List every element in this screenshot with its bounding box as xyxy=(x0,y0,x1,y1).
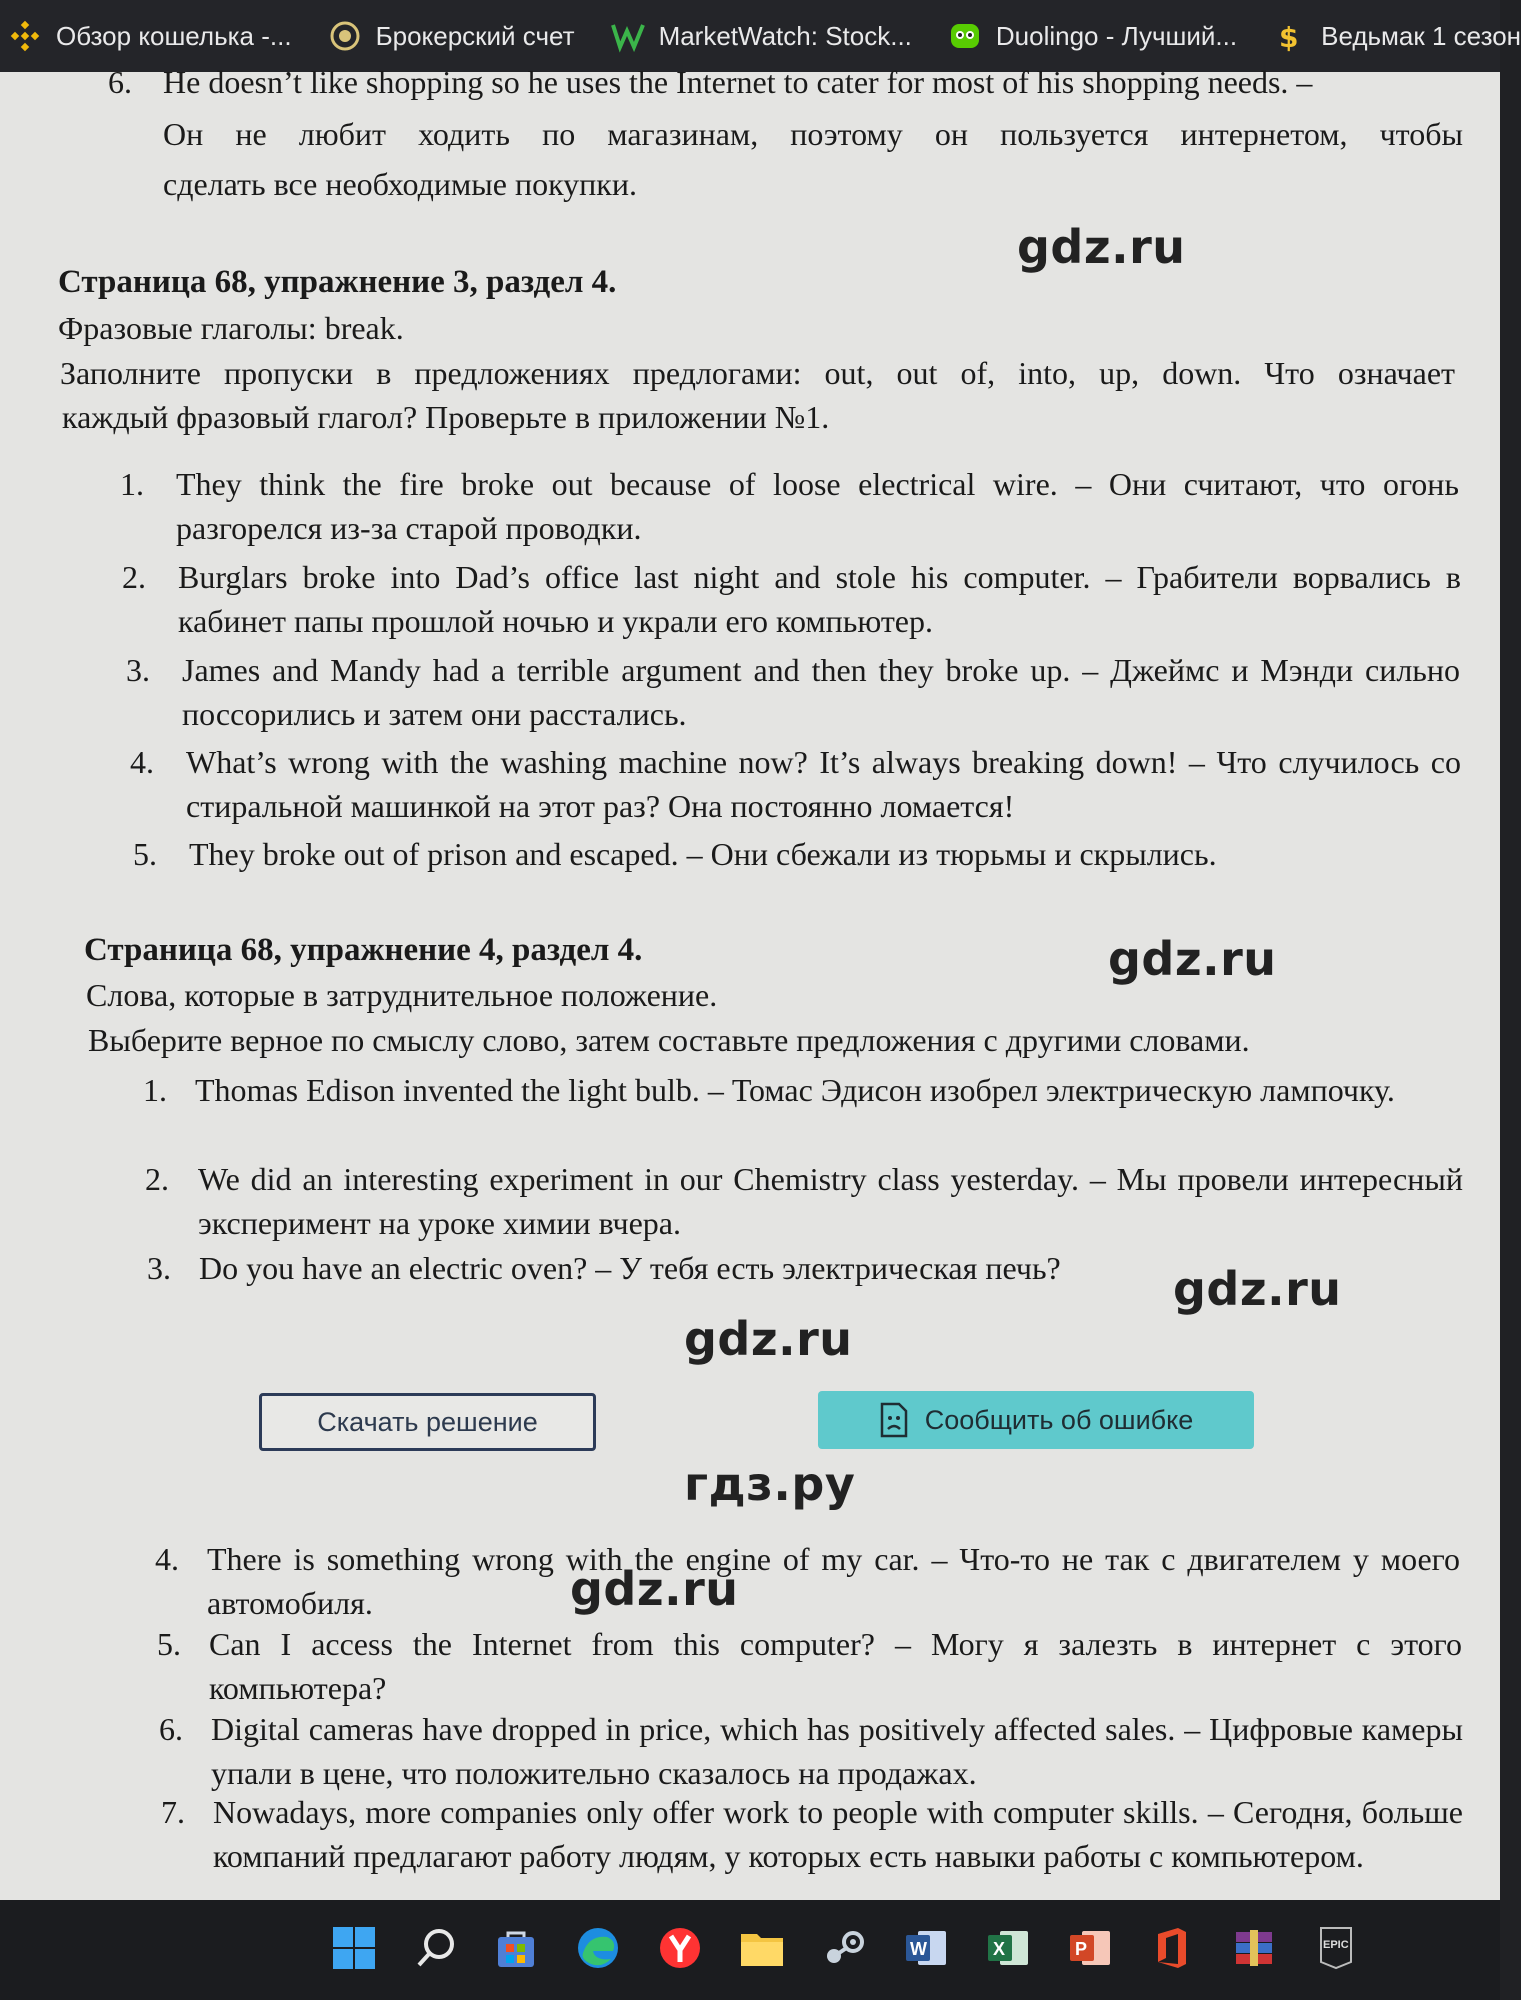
list-item-text: There is something wrong with the engine of my car. – Что-то не так с двигателем у моего автомобиля. xyxy=(207,1541,1460,1621)
list-item-number: 5. xyxy=(157,1626,181,1662)
list-item-text: James and Mandy had a terrible argument and then they broke up. – Джеймс и Мэнди сильно поссорились и затем они расстались. xyxy=(182,652,1460,732)
bookmark-broker[interactable] xyxy=(328,19,575,53)
watermark: gdz.ru xyxy=(570,1562,739,1616)
list-item xyxy=(145,1157,1465,1247)
list-item-text: What’s wrong with the washing machine now? It’s always breaking down! – Что случилось со стиральной машинкой на этот раз? Она постоянно ломается! xyxy=(186,744,1461,824)
edge-icon[interactable] xyxy=(572,1922,624,1974)
download-solution-button[interactable] xyxy=(259,1393,596,1451)
binance-icon xyxy=(8,19,42,53)
section-instruction: Заполните пропуски в предложениях предлогами: out, out of, into, up, down. Что означает xyxy=(60,355,1455,391)
marketwatch-icon xyxy=(611,19,645,53)
taskbar xyxy=(0,1900,1500,2000)
yandex-icon[interactable] xyxy=(654,1922,706,1974)
epic-games-label: EPIC xyxy=(1323,1939,1349,1951)
list-item xyxy=(155,1537,1465,1627)
svg-text:P: P xyxy=(1075,1939,1088,1959)
prev-item-line: сделать все необходимые покупки. xyxy=(163,166,637,202)
list-item-number: 1. xyxy=(143,1072,167,1108)
bookmark-label: Брокерский счет xyxy=(375,20,575,51)
office-icon[interactable] xyxy=(1146,1922,1198,1974)
bookmarks-bar xyxy=(0,0,1521,72)
excel-icon[interactable] xyxy=(982,1922,1034,1974)
bookmark-label: Duolingo - Лучший... xyxy=(995,20,1238,51)
svg-text:W: W xyxy=(910,1939,927,1959)
list-item xyxy=(130,740,1462,830)
powerpoint-icon[interactable] xyxy=(1064,1922,1116,1974)
windows-start-icon[interactable] xyxy=(328,1922,380,1974)
download-solution-label: Скачать решение xyxy=(317,1406,538,1437)
list-item-number: 4. xyxy=(130,744,154,780)
page-content xyxy=(0,64,1500,1900)
list-item xyxy=(147,1246,1267,1292)
list-item xyxy=(122,555,1462,645)
bookmark-label: MarketWatch: Stock... xyxy=(658,20,912,51)
list-item-number: 4. xyxy=(155,1541,179,1577)
bookmark-binance[interactable] xyxy=(8,19,292,53)
list-item-number: 6. xyxy=(159,1711,183,1747)
list-item-number: 2. xyxy=(122,559,146,595)
section-subtitle: Фразовые глаголы: break. xyxy=(58,310,404,346)
sad-document-icon xyxy=(879,1402,909,1438)
list-item xyxy=(157,1622,1467,1712)
svg-text:X: X xyxy=(993,1939,1006,1959)
prev-item-line: He doesn’t like shopping so he uses the Internet to cater for most of his shopping needs. – xyxy=(163,64,1313,100)
bookmark-witcher[interactable] xyxy=(1273,19,1521,53)
steam-icon[interactable] xyxy=(818,1922,870,1974)
watermark: гдз.ру xyxy=(684,1457,856,1511)
duolingo-icon xyxy=(948,19,982,53)
svg-text:$: $ xyxy=(1279,21,1299,54)
list-item-text: Nowadays, more companies only offer work to people with computer skills. – Сегодня, больше компаний предлагают работу людям, у которых есть навыки работы с компьютером. xyxy=(213,1794,1463,1874)
bookmark-label: Ведьмак 1 сезон xyxy=(1321,20,1521,51)
list-item-number: 2. xyxy=(145,1161,169,1197)
winrar-icon[interactable] xyxy=(1228,1922,1280,1974)
list-item-text: Thomas Edison invented the light bulb. – Томас Эдисон изобрел электрическую лампочку. xyxy=(195,1072,1395,1108)
file-explorer-icon[interactable] xyxy=(736,1922,788,1974)
store-icon[interactable] xyxy=(490,1922,542,1974)
list-item-text: Can I access the Internet from this computer? – Могу я залезть в интернет с этого компьютера? xyxy=(209,1626,1462,1706)
report-error-button[interactable] xyxy=(818,1391,1254,1449)
bookmark-label: Обзор кошелька -... xyxy=(56,20,292,51)
bookmark-duolingo[interactable] xyxy=(948,19,1237,53)
epic-games-icon[interactable] xyxy=(1310,1922,1362,1974)
report-error-label: Сообщить об ошибке xyxy=(924,1404,1194,1435)
list-item-text: They think the fire broke out because of loose electrical wire. – Они считают, что огонь разгорелся из-за старой проводки. xyxy=(176,466,1459,546)
watermark: gdz.ru xyxy=(1017,220,1186,274)
watermark: gdz.ru xyxy=(1173,1262,1342,1316)
search-icon[interactable] xyxy=(410,1922,462,1974)
watermark: gdz.ru xyxy=(684,1312,853,1366)
list-item xyxy=(159,1707,1469,1797)
watermark: gdz.ru xyxy=(1108,932,1277,986)
bookmark-marketwatch[interactable] xyxy=(611,19,912,53)
list-item-number: 5. xyxy=(133,836,157,872)
prev-item-line: Он не любит ходить по магазинам, поэтому он пользуется интернетом, чтобы xyxy=(163,116,1463,152)
broker-icon xyxy=(328,19,362,53)
list-item-number: 3. xyxy=(126,652,150,688)
list-item xyxy=(126,648,1462,738)
list-item-text: Do you have an electric oven? – У тебя есть электрическая печь? xyxy=(199,1250,1061,1286)
list-item xyxy=(143,1068,1463,1158)
list-item-number: 3. xyxy=(147,1250,171,1286)
list-item-text: They broke out of prison and escaped. – Они сбежали из тюрьмы и скрылись. xyxy=(189,836,1217,872)
list-item-text: Digital cameras have dropped in price, which has positively affected sales. – Цифровые камеры упали в цене, что положительно сказалось на продажах. xyxy=(211,1711,1463,1791)
list-item-number: 7. xyxy=(161,1794,185,1830)
section-heading: Страница 68, упражнение 4, раздел 4. xyxy=(84,932,643,968)
section-instruction: Выберите верное по смыслу слово, затем составьте предложения с другими словами. xyxy=(88,1022,1250,1058)
section-subtitle: Слова, которые в затруднительное положение. xyxy=(86,977,718,1013)
dollar-icon xyxy=(1273,19,1307,53)
section-heading: Страница 68, упражнение 3, раздел 4. xyxy=(58,264,617,300)
list-item xyxy=(120,462,1460,552)
list-item-text: Burglars broke into Dad’s office last night and stole his computer. – Грабители ворвались в кабинет папы прошлой ночью и украли его компьютер. xyxy=(178,559,1461,639)
list-item xyxy=(133,832,1463,878)
section-instruction: каждый фразовый глагол? Проверьте в приложении №1. xyxy=(62,399,830,435)
word-icon[interactable] xyxy=(900,1922,952,1974)
list-item-text: We did an interesting experiment in our Chemistry class yesterday. – Мы провели интересный эксперимент на уроке химии вчера. xyxy=(198,1161,1463,1241)
list-item-number: 1. xyxy=(120,466,144,502)
prev-item-number: 6. xyxy=(108,64,132,100)
